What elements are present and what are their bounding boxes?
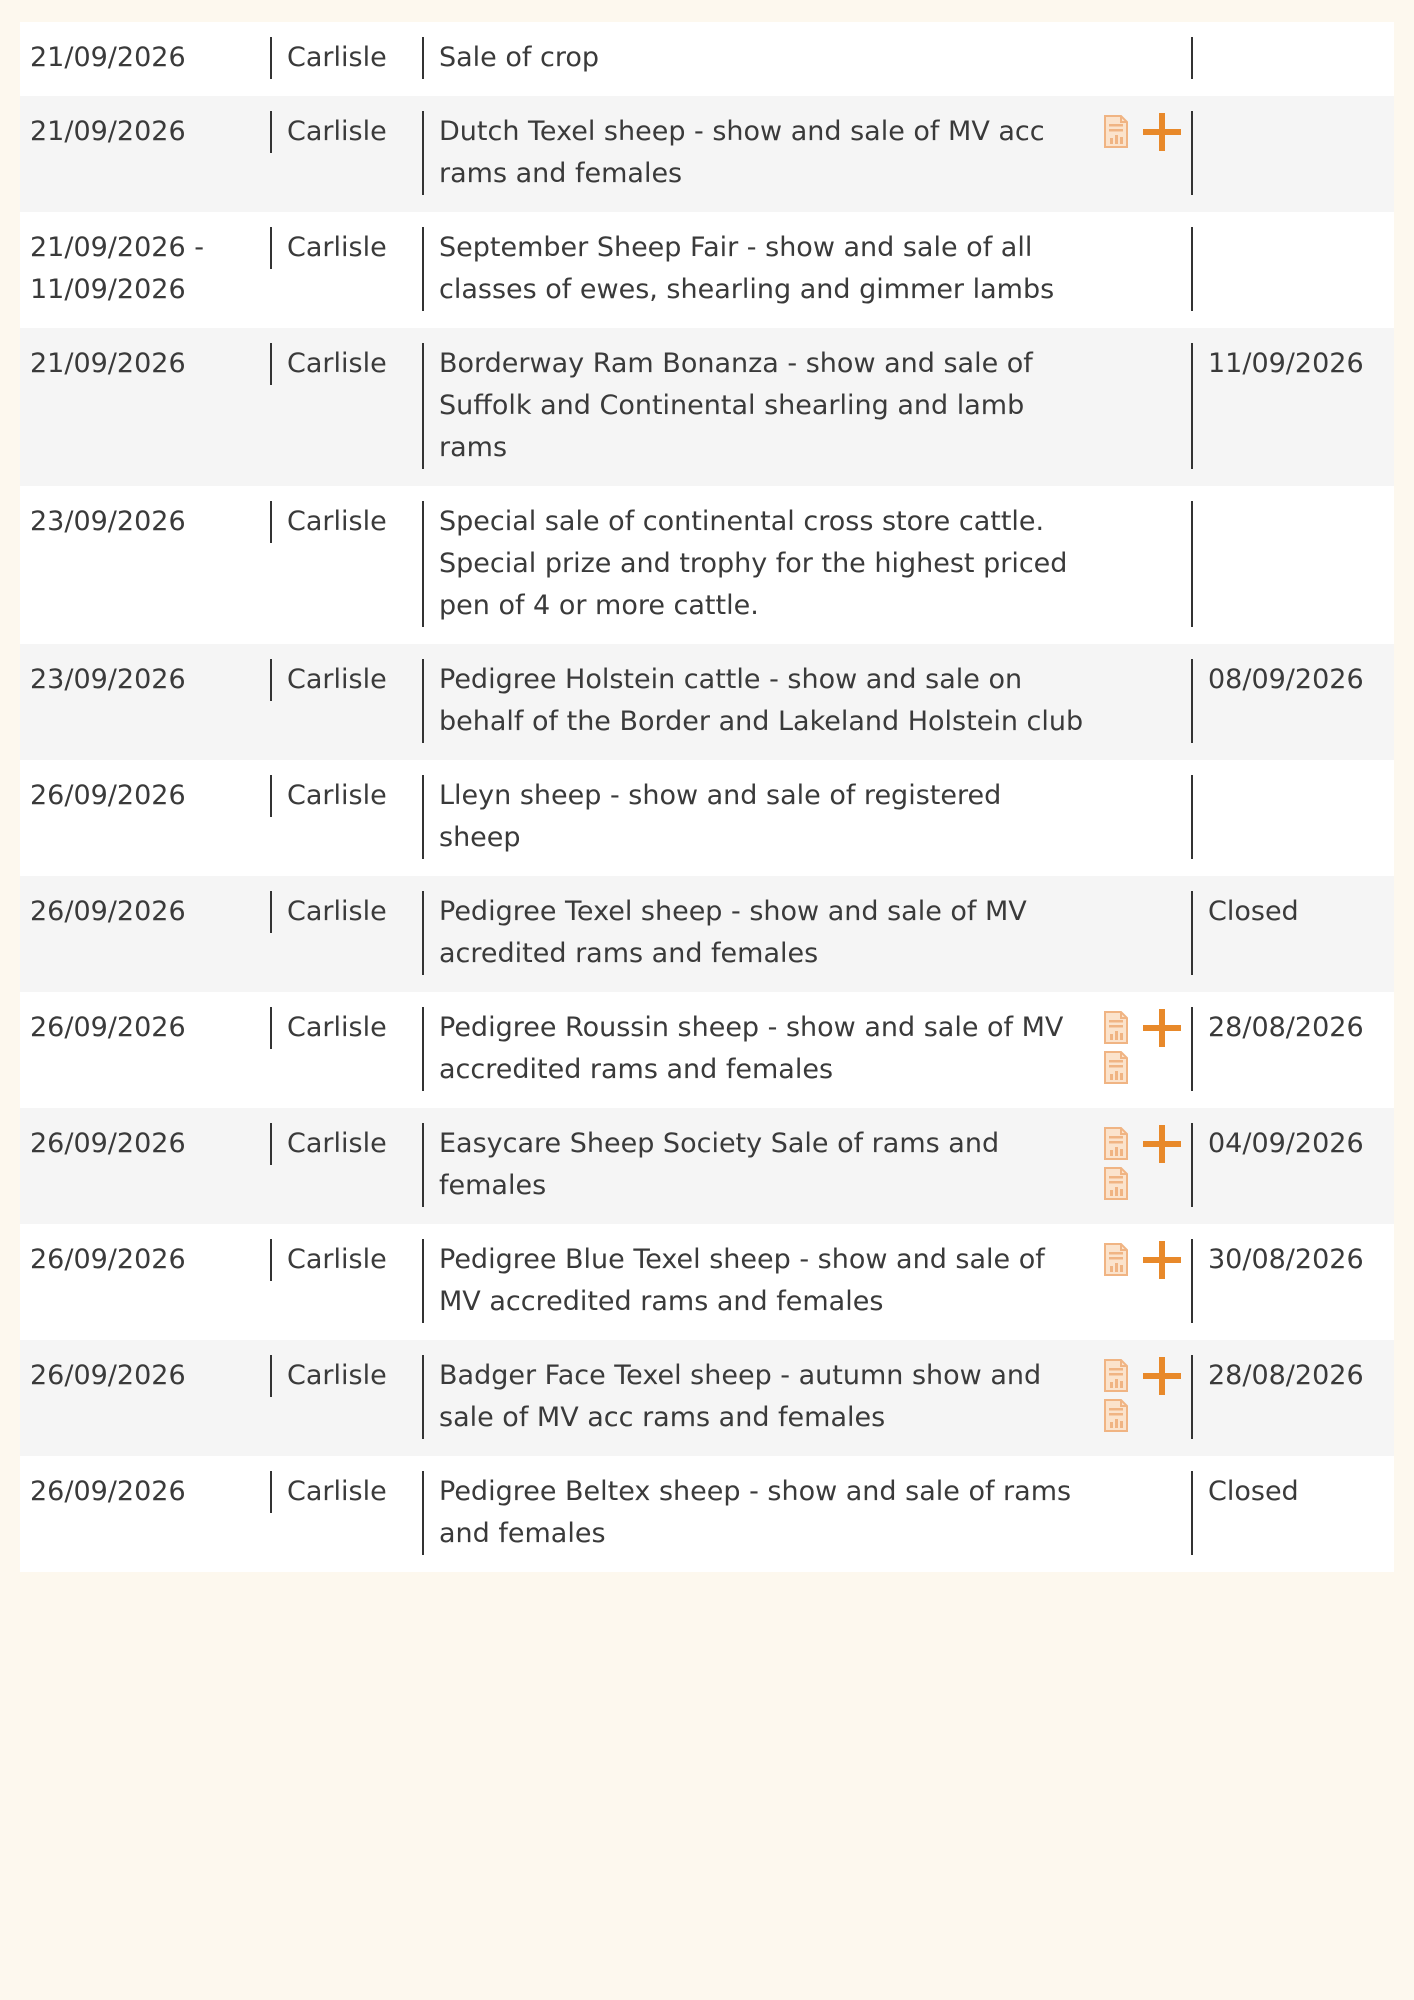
sale-location: Carlisle [270, 343, 422, 385]
sale-description: Pedigree Texel sheep - show and sale of MV acredited rams and females [439, 896, 1027, 969]
sale-closing-date [1193, 227, 1394, 269]
sale-description: Pedigree Roussin sheep - show and sale of MV accredited rams and females [439, 1012, 1064, 1085]
sale-closing-date: 28/08/2026 [1208, 1012, 1364, 1043]
sale-actions [1095, 1007, 1191, 1087]
sale-location: Carlisle [270, 1123, 422, 1165]
sale-location: Carlisle [270, 501, 422, 543]
sale-date: 26/09/2026 [30, 1128, 186, 1159]
sale-location: Carlisle [270, 1355, 422, 1397]
document-links [1095, 1007, 1135, 1087]
sale-actions [1095, 111, 1191, 153]
document-icon[interactable] [1095, 1123, 1135, 1163]
sale-description: Dutch Texel sheep - show and sale of MV acc rams and females [439, 116, 1045, 189]
sale-description: Sale of crop [439, 42, 599, 73]
sale-row [20, 1224, 1394, 1340]
sale-actions [1095, 1239, 1191, 1281]
sale-row [20, 876, 1394, 992]
sale-description: Lleyn sheep - show and sale of registered sheep [439, 780, 1002, 853]
sale-closing-date: 28/08/2026 [1208, 1360, 1364, 1391]
plus-icon[interactable] [1141, 1239, 1183, 1281]
sale-closing-date: 04/09/2026 [1208, 1128, 1364, 1159]
document-icon[interactable] [1095, 1163, 1135, 1203]
sale-date: 21/09/2026 [30, 116, 186, 147]
sale-closing-date: Closed [1208, 896, 1299, 927]
sale-row [20, 1456, 1394, 1572]
sale-date: 26/09/2026 [30, 1012, 186, 1043]
sale-description: Badger Face Texel sheep - autumn show and sale of MV acc rams and females [439, 1360, 1042, 1433]
sale-actions [1095, 1355, 1191, 1435]
sale-description: Pedigree Holstein cattle - show and sale on behalf of the Border and Lakeland Holstein club [439, 664, 1084, 737]
sales-table-body [20, 22, 1394, 1572]
sale-date: 26/09/2026 [30, 1360, 186, 1391]
sales-table [20, 22, 1394, 1572]
sale-description: Easycare Sheep Society Sale of rams and females [439, 1128, 1000, 1201]
sale-closing-date: 11/09/2026 [1208, 348, 1364, 379]
document-links [1095, 1355, 1135, 1435]
sale-location: Carlisle [270, 659, 422, 701]
sale-date: 26/09/2026 [30, 1476, 186, 1507]
sale-description: Special sale of continental cross store cattle. Special prize and trophy for the highest priced pen of 4 or more cattle. [439, 506, 1068, 621]
sale-description: Pedigree Blue Texel sheep - show and sale of MV accredited rams and females [439, 1244, 1045, 1317]
document-icon[interactable] [1095, 1047, 1135, 1087]
document-icon[interactable] [1095, 111, 1135, 151]
sale-location: Carlisle [270, 775, 422, 817]
sale-date: 21/09/2026 [30, 348, 186, 379]
sale-date: 26/09/2026 [30, 896, 186, 927]
sale-closing-date: Closed [1208, 1476, 1299, 1507]
plus-icon[interactable] [1141, 1123, 1183, 1165]
sale-date: 23/09/2026 [30, 506, 186, 537]
document-links [1095, 1239, 1135, 1279]
sale-closing-date: 08/09/2026 [1208, 664, 1364, 695]
sale-closing-date [1193, 775, 1394, 817]
sale-row [20, 760, 1394, 876]
sale-date: 23/09/2026 [30, 664, 186, 695]
sale-row [20, 992, 1394, 1108]
sale-description: Pedigree Beltex sheep - show and sale of rams and females [439, 1476, 1072, 1549]
sale-row [20, 22, 1394, 96]
plus-icon[interactable] [1141, 1007, 1183, 1049]
sale-closing-date [1193, 37, 1394, 79]
sale-location: Carlisle [270, 1471, 422, 1513]
sale-location: Carlisle [270, 1239, 422, 1281]
document-icon[interactable] [1095, 1007, 1135, 1047]
sale-closing-date [1193, 111, 1394, 153]
document-icon[interactable] [1095, 1355, 1135, 1395]
sale-date: 26/09/2026 [30, 780, 186, 811]
sale-location: Carlisle [270, 891, 422, 933]
sale-description: September Sheep Fair - show and sale of all classes of ewes, shearling and gimmer lambs [439, 232, 1055, 305]
sale-description: Borderway Ram Bonanza - show and sale of Suffolk and Continental shearling and lamb rams [439, 348, 1033, 463]
document-links [1095, 111, 1135, 151]
sale-row [20, 1108, 1394, 1224]
sale-row [20, 212, 1394, 328]
sale-row [20, 96, 1394, 212]
sale-location: Carlisle [270, 1007, 422, 1049]
sale-date: 21/09/2026 [30, 42, 186, 73]
sale-actions [1095, 1123, 1191, 1203]
sale-date: 21/09/2026 - 11/09/2026 [30, 232, 204, 305]
sale-location: Carlisle [270, 111, 422, 153]
document-icon[interactable] [1095, 1395, 1135, 1435]
document-icon[interactable] [1095, 1239, 1135, 1279]
sale-date: 26/09/2026 [30, 1244, 186, 1275]
document-links [1095, 1123, 1135, 1203]
plus-icon[interactable] [1141, 111, 1183, 153]
sale-row [20, 1340, 1394, 1456]
sale-location: Carlisle [270, 37, 422, 79]
sale-location: Carlisle [270, 227, 422, 269]
sale-row [20, 644, 1394, 760]
sale-closing-date: 30/08/2026 [1208, 1244, 1364, 1275]
sale-closing-date [1193, 501, 1394, 543]
sale-row [20, 328, 1394, 486]
sale-row [20, 486, 1394, 644]
plus-icon[interactable] [1141, 1355, 1183, 1397]
